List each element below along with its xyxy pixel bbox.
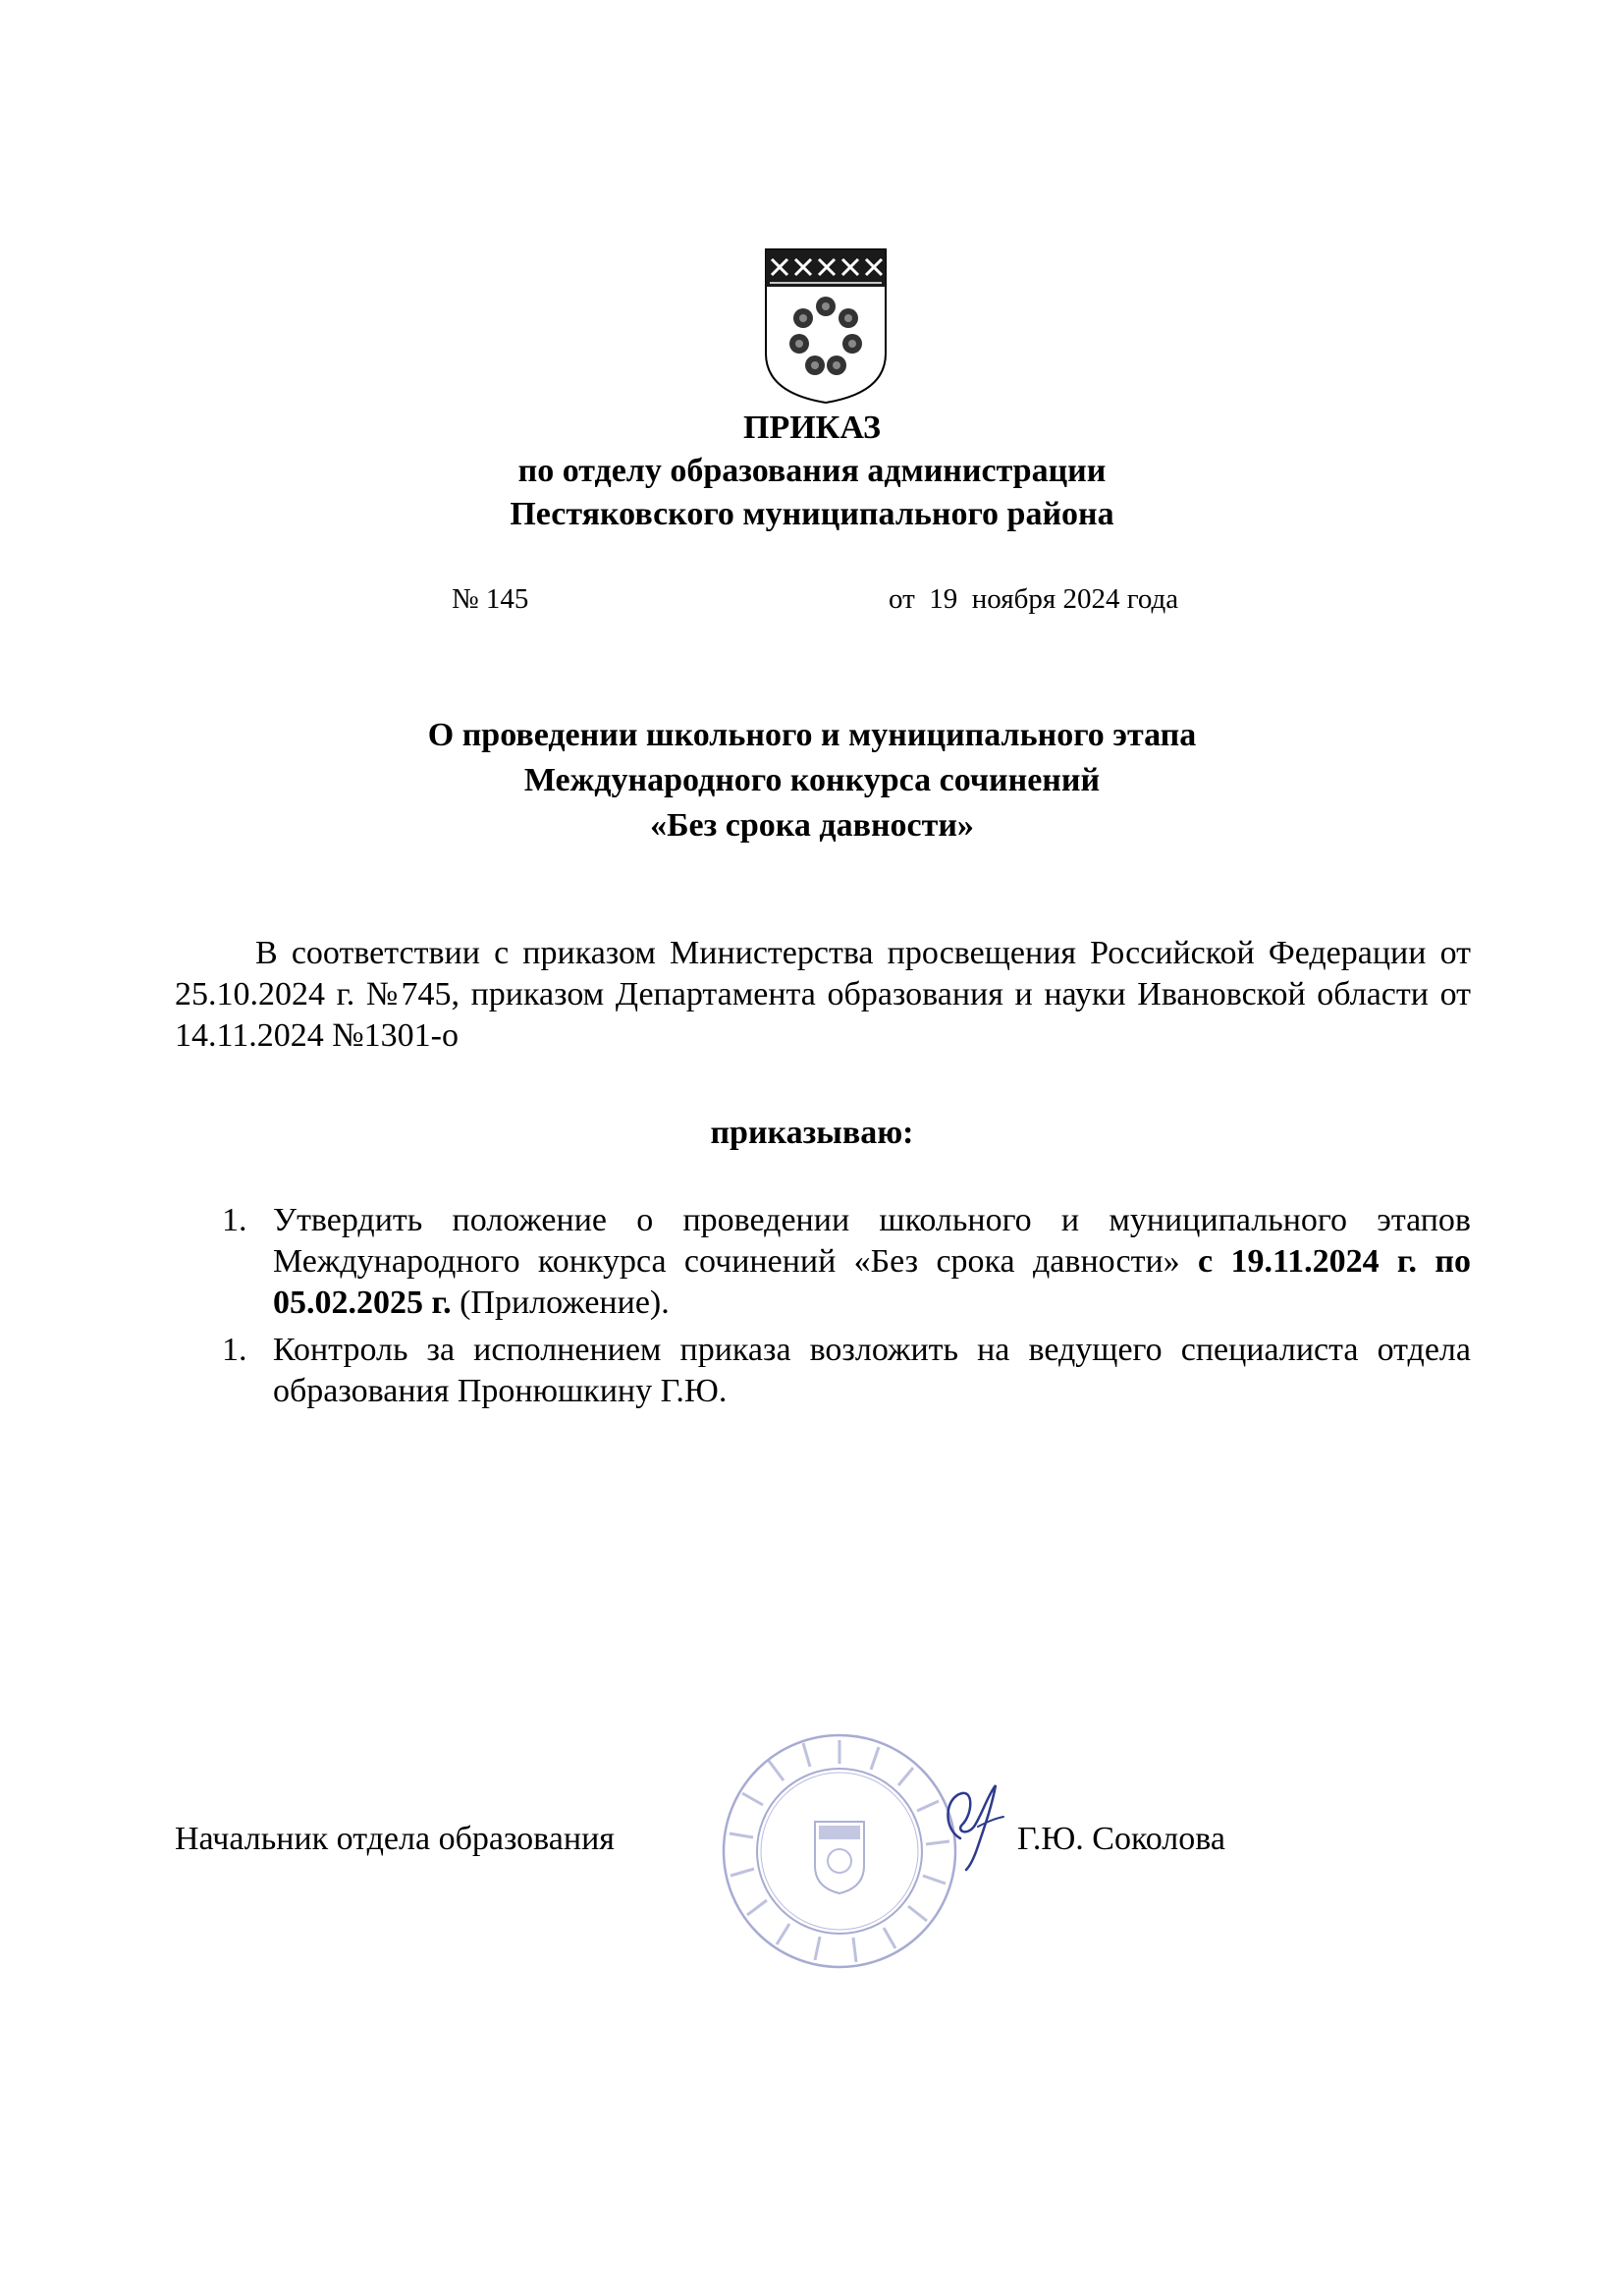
signatory-name: Г.Ю. Соколова <box>1017 1821 1225 1857</box>
list-item-text-main: Утвердить положение о проведении школьного и муниципального этапов Международного конкурса сочинений «Без срока давности» <box>273 1202 1471 1280</box>
preamble-paragraph: В соответствии с приказом Министерства просвещения Российской Федерации от 25.10.2024 г. №745, приказом Департамента образования и науки Ивановской области от 14.11.2024 №1301-о <box>175 935 1471 1054</box>
list-item-number: 1. <box>222 1202 247 1238</box>
subject-line-2: Международного конкурса сочинений <box>523 762 1101 798</box>
order-number: № 145 <box>452 583 529 615</box>
subject-line-3: «Без срока давности» <box>650 807 974 844</box>
handwritten-signature <box>923 1768 1021 1876</box>
issuer-line-2: Пестяковского муниципального района <box>510 496 1114 532</box>
list-item-text <box>273 1200 1471 1324</box>
subject-line-1: О проведении школьного и муниципального этапа <box>427 717 1197 753</box>
coat-of-arms-emblem <box>762 246 890 405</box>
list-item-number: 1. <box>222 1332 247 1368</box>
order-date: от 19 ноября 2024 года <box>889 583 1179 615</box>
list-item-dates: с 19.11.2024 г. по 05.02.2025 г. <box>273 1243 1471 1321</box>
issuer-line-1: по отделу образования администрации <box>517 453 1107 489</box>
list-item-text-tail: (Приложение). <box>451 1285 670 1321</box>
document-type-title: ПРИКАЗ <box>743 410 881 446</box>
signatory-position: Начальник отдела образования <box>175 1821 615 1857</box>
list-item <box>222 1200 1471 1328</box>
list-item-text: Контроль за исполнением приказа возложить на ведущего специалиста отдела образования Пронюшкину Г.Ю. <box>273 1332 1471 1409</box>
list-item <box>222 1330 1471 1418</box>
order-directive: приказываю: <box>710 1115 914 1151</box>
